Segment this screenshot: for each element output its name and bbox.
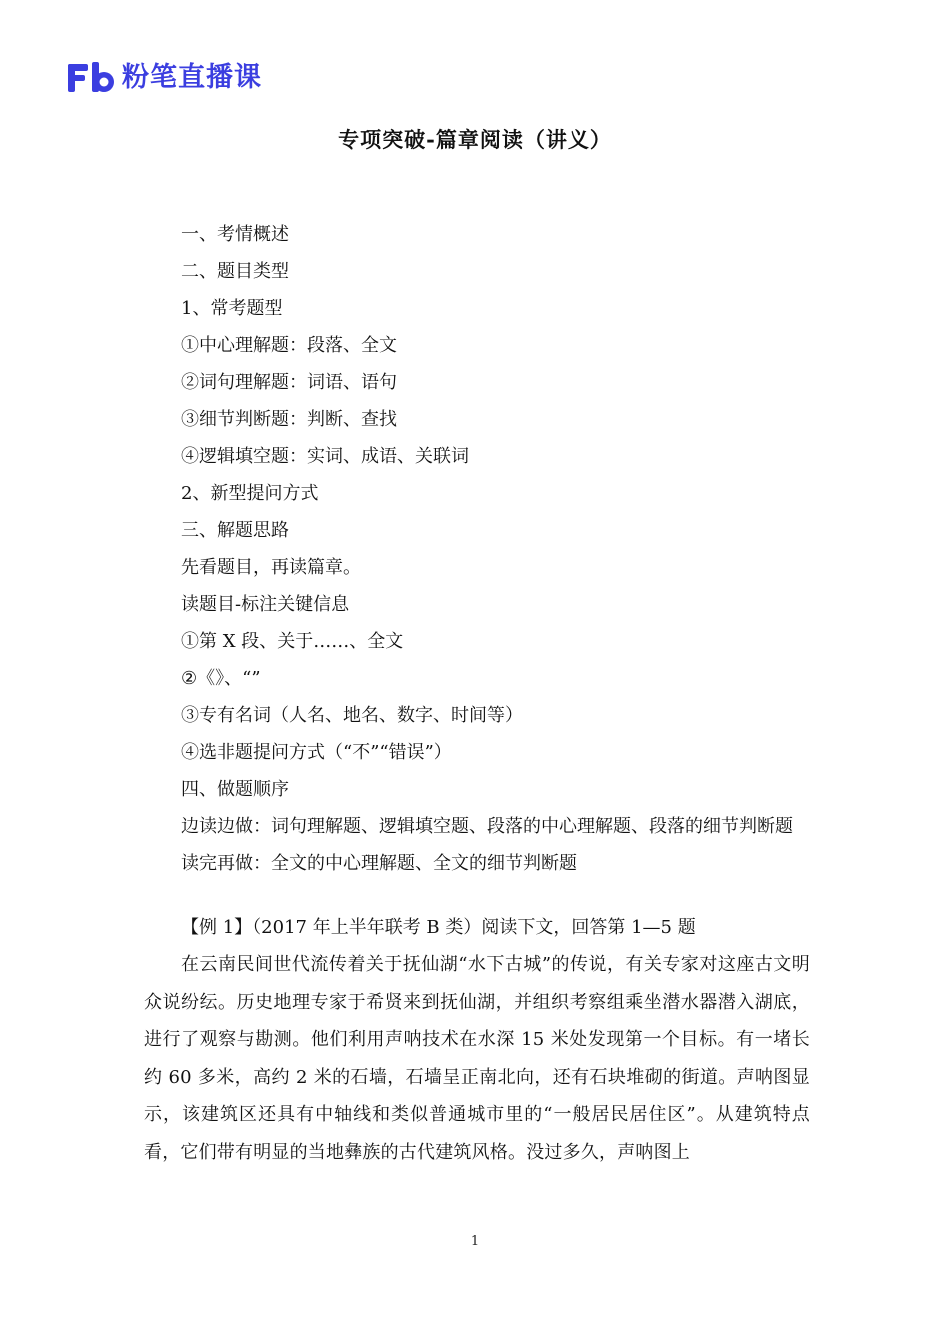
outline-line: 一、考情概述: [181, 224, 289, 245]
outline-line: ③细节判断题：判断、查找: [181, 409, 397, 430]
document-body: [144, 216, 810, 1171]
outline-line: 1、常考题型: [181, 298, 283, 319]
page-number: 1: [470, 1234, 480, 1249]
example-heading: 【例 1】（2017 年上半年联考 B 类）阅读下文，回答第 1—5 题: [181, 917, 696, 938]
example-passage: 在云南民间世代流传着关于抚仙湖“水下古城”的传说，有关专家对这座古文明众说纷纭。历史地理专家于希贤来到抚仙湖，并组织考察组乘坐潜水器潜入湖底，进行了观察与勘测。他们利用声呐技术在水深 15 米处发现第一个目标。有一堵长约 60 多米，高约 2 米的石墙，石墙呈正南北向，还有石块堆砌的街道。声呐图显示，该建筑区还具有中轴线和类似普通城市里的“一般居民居住区”。从建筑特点看，它们带有明显的当地彝族的古代建筑风格。没过多久，声呐图上: [144, 954, 810, 1163]
outline-line: ①第 X 段、关于……、全文: [181, 631, 404, 652]
fb-logo-icon: [66, 58, 116, 98]
outline-line: 四、做题顺序: [181, 779, 289, 800]
document-title: 专项突破-篇章阅读（讲义）: [338, 127, 612, 152]
outline-line: ①中心理解题：段落、全文: [181, 335, 397, 356]
outline-line: ②《》、“”: [181, 668, 261, 689]
outline-line: ②词句理解题：词语、语句: [181, 372, 397, 393]
outline-line: 三、解题思路: [181, 520, 289, 541]
outline-line: ③专有名词（人名、地名、数字、时间等）: [181, 705, 523, 726]
outline-line: 读题目-标注关键信息: [181, 594, 350, 615]
brand-logo: [66, 58, 262, 98]
outline-line: 二、题目类型: [181, 261, 289, 282]
outline-line: 先看题目，再读篇章。: [181, 557, 361, 578]
outline-line: ④逻辑填空题：实词、成语、关联词: [181, 446, 469, 467]
brand-text: 粉笔直播课: [122, 62, 262, 93]
outline-line: ④选非题提问方式（“不”“错误”）: [181, 742, 452, 763]
outline-line: 边读边做：词句理解题、逻辑填空题、段落的中心理解题、段落的细节判断题: [181, 816, 793, 837]
outline-line: 2、新型提问方式: [181, 483, 319, 504]
outline-line: 读完再做：全文的中心理解题、全文的细节判断题: [181, 853, 577, 874]
section-spacer: [144, 882, 810, 909]
